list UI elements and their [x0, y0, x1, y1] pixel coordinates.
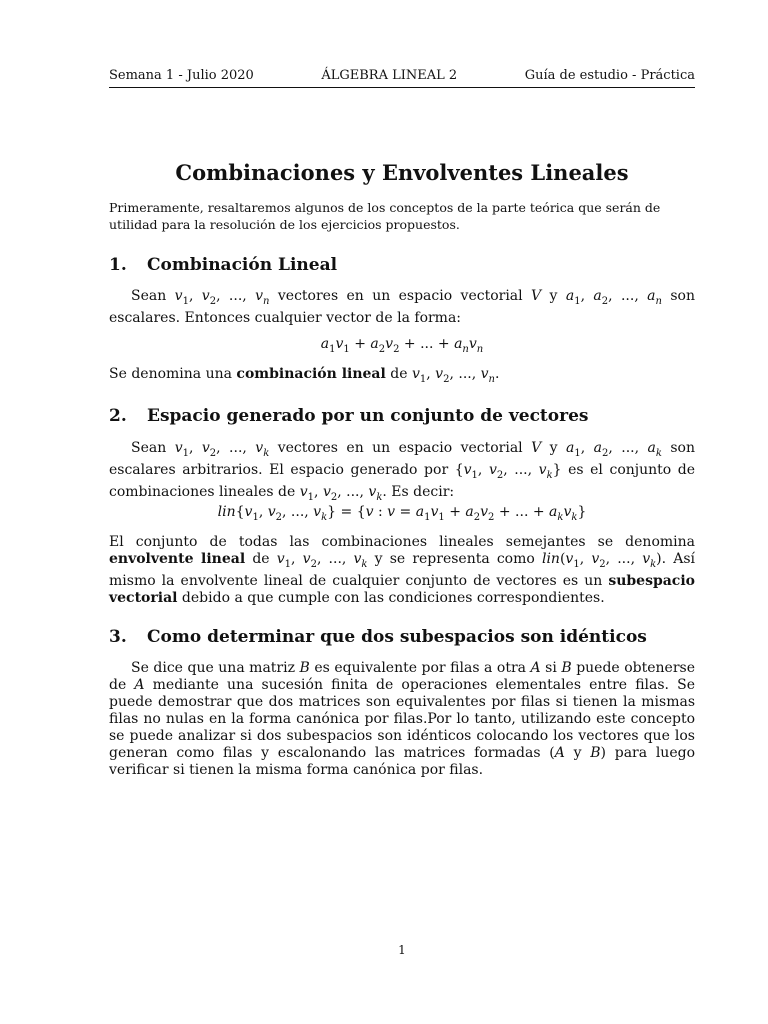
- section-3-heading: [109, 626, 647, 648]
- section-1-paragraph-1: Sean $v_1$, $v_2$, ..., $v_n$ vectores en un espacio vectorial V y $a_1$, $a_2$, ..., $a_n$ son escalares. Entonces cualquier vector de la forma:: [109, 288, 696, 326]
- equation-linear-span: $lin\{v_1$, $v_2$, ..., $v_k\} = \{v$ : $v = a_1v_1 + a_2v_2$ + ... + $a_kv_k$}: [217, 504, 587, 523]
- section-3-paragraph-1: Se dice que una matriz B es equivalente por filas a otra A si B puede obtenerse de A mediante una sucesión finita de operaciones elementales entre filas. Se puede demostrar que dos matrices son equivalentes por filas si tienen la mismas filas no nulas en la forma canónica por filas.Por lo tanto, utilizando este concepto se puede analizar si dos subespacios son idénticos colocando los vectores que los generan como filas y escalonando las matrices formadas (A y B) para luego verificar si tienen la misma forma canónica por filas.: [109, 660, 695, 778]
- header-rule: [109, 87, 695, 88]
- page-number: 1: [398, 943, 406, 957]
- section-3-title: Como determinar que dos subespacios son idénticos: [147, 627, 647, 647]
- header-center: ÁLGEBRA LINEAL 2: [321, 68, 458, 83]
- running-header: [109, 68, 695, 84]
- section-2-number: 2.: [109, 406, 127, 426]
- document-page: [109, 0, 695, 1024]
- equation-linear-combination: $a_1v_1 + a_2v_2$ + ... + $a_nv_n$: [320, 336, 484, 355]
- section-1-paragraph-2: Se denomina una combinación lineal de $v_1$, $v_2$, ..., $v_n$.: [109, 366, 500, 385]
- header-left: Semana 1 - Julio 2020: [109, 68, 254, 83]
- section-1-heading: [109, 254, 337, 276]
- header-right: Guía de estudio - Práctica: [524, 68, 695, 83]
- section-2-title: Espacio generado por un conjunto de vectores: [147, 406, 589, 426]
- section-3-number: 3.: [109, 627, 127, 647]
- intro-paragraph: Primeramente, resaltaremos algunos de los conceptos de la parte teórica que serán de utilidad para la resolución de los ejercicios propuestos.: [109, 200, 661, 232]
- document-title: Combinaciones y Envolventes Lineales: [175, 160, 629, 185]
- section-1-title: Combinación Lineal: [147, 255, 338, 275]
- section-2-paragraph-2: El conjunto de todas las combinaciones lineales semejantes se denomina envolvente lineal de $v_1$, $v_2$, ..., $v_k$ y se representa como $lin(v_1$, $v_2$, ..., $v_k$). Así mismo la envolvente lineal de cualquier conjunto de vectores es un subespacio vectorial debido a que cumple con las condiciones correspondientes.: [109, 534, 696, 606]
- section-1-number: 1.: [109, 255, 127, 275]
- section-2-heading: [109, 405, 588, 427]
- section-2-paragraph-1: Sean $v_1$, $v_2$, ..., $v_k$ vectores en un espacio vectorial V y $a_1$, $a_2$, ..., $a_k$ son escalares arbitrarios. El espacio generado por {$v_1$, $v_2$, ..., $v_k$} es el conjunto de combinaciones lineales de $v_1$, $v_2$, ..., $v_k$. Es decir:: [109, 440, 696, 503]
